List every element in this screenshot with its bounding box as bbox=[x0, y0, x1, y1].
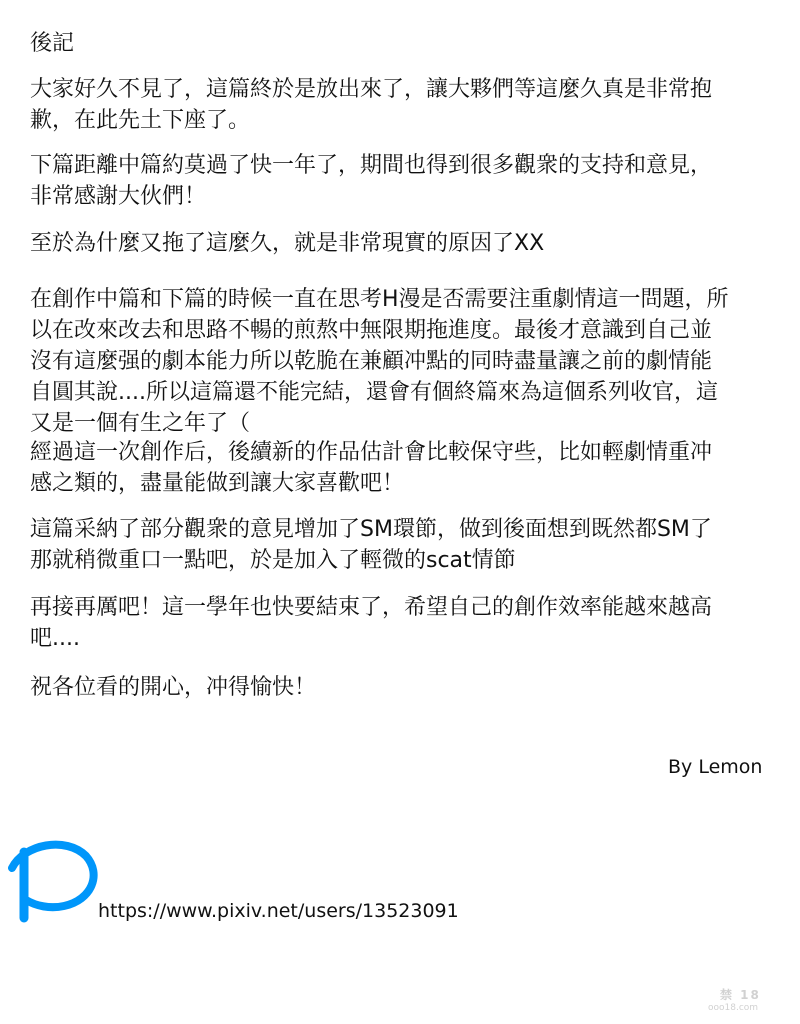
paragraph-thanks bbox=[30, 150, 775, 212]
paragraph-line: 自圓其說....所以這篇還不能完結，還會有個終篇來為這個系列收官，這 bbox=[30, 380, 718, 405]
paragraph-line: 那就稍微重口一點吧，於是加入了輕微的scat情節 bbox=[30, 548, 516, 573]
page-title: 後記 bbox=[30, 31, 75, 56]
paragraph-feedback bbox=[30, 514, 775, 576]
paragraph-closing bbox=[30, 672, 775, 703]
paragraph-line: 以在改來改去和思路不暢的煎熬中無限期拖進度。最後才意識到自己並 bbox=[30, 318, 713, 343]
watermark-domain: ooo18.com bbox=[708, 1003, 759, 1013]
paragraph-line: 非常感謝大伙們！ bbox=[30, 184, 207, 209]
paragraph-line: 至於為什麼又拖了這麼久，就是非常現實的原因了XX bbox=[30, 231, 545, 256]
author-signature: By Lemon bbox=[668, 756, 763, 778]
paragraph-line: 祝各位看的開心，冲得愉快！ bbox=[30, 675, 317, 700]
paragraph-apology bbox=[30, 74, 775, 136]
paragraph-story bbox=[30, 284, 775, 439]
paragraph-line: 下篇距離中篇約莫過了快一年了，期間也得到很多觀衆的支持和意見， bbox=[30, 153, 713, 178]
paragraph-line: 再接再厲吧！這一學年也快要結束了，希望自己的創作效率能越來越高 bbox=[30, 595, 713, 620]
paragraph-line: 感之類的，盡量能做到讓大家喜歡吧！ bbox=[30, 471, 405, 496]
paragraph-line: 沒有這麼强的劇本能力所以乾脆在兼顧冲點的同時盡量讓之前的劇情能 bbox=[30, 349, 713, 374]
paragraph-line: 又是一個有生之年了（ bbox=[30, 411, 251, 436]
paragraph-line: 吧.... bbox=[30, 626, 80, 651]
paragraph-line: 經過這一次創作后，後續新的作品估計會比較保守些，比如輕劇情重冲 bbox=[30, 440, 713, 465]
site-watermark bbox=[700, 986, 790, 1016]
paragraph-future bbox=[30, 437, 775, 499]
paragraph-line: 大家好久不見了，這篇終於是放出來了，讓大夥們等這麼久真是非常抱 bbox=[30, 77, 713, 102]
pixiv-p-logo-icon bbox=[4, 834, 104, 926]
paragraph-delay bbox=[30, 228, 775, 259]
watermark-mark: 禁 18 bbox=[720, 988, 761, 1002]
paragraph-line: 這篇采納了部分觀衆的意見增加了SM環節，做到後面想到既然都SM了 bbox=[30, 517, 712, 542]
pixiv-profile-link[interactable]: https://www.pixiv.net/users/13523091 bbox=[98, 900, 459, 922]
paragraph-line: 歉，在此先土下座了。 bbox=[30, 108, 251, 133]
paragraph-school-year bbox=[30, 592, 775, 654]
paragraph-line: 在創作中篇和下篇的時候一直在思考H漫是否需要注重劇情這一問題，所 bbox=[30, 287, 729, 312]
